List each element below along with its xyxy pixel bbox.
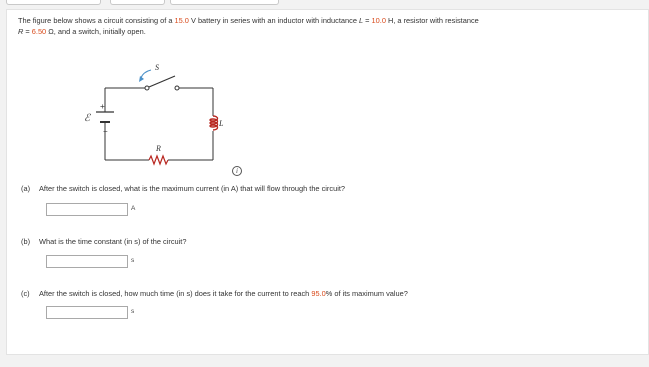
intro-text: Ω, and a switch, initially open. <box>46 27 146 36</box>
inductor-label: L <box>219 119 224 128</box>
inductance-value: 10.0 <box>371 16 386 25</box>
question-text: What is the time constant (in s) of the circuit? <box>39 237 187 246</box>
problem-statement <box>18 15 638 37</box>
switch-blade <box>149 76 175 87</box>
info-icon[interactable]: i <box>232 166 242 176</box>
intro-text: The figure below shows a circuit consisting of a <box>18 16 175 25</box>
inductor-coil <box>210 116 218 130</box>
question-b <box>21 237 186 246</box>
intro-text: H, a resistor with resistance <box>385 16 479 25</box>
question-text: After the switch is closed, what is the maximum current (in A) that will flow through the circuit? <box>39 184 346 193</box>
question-c <box>21 289 408 298</box>
circuit-diagram <box>67 54 237 174</box>
top-button-stub-middle[interactable] <box>110 0 165 5</box>
question-text: % of its maximum value? <box>325 289 408 298</box>
unit-label-c: s <box>131 308 135 315</box>
percent-value: 95.0 <box>311 289 326 298</box>
question-letter: (b) <box>21 237 31 246</box>
answer-input-b[interactable] <box>46 255 128 268</box>
intro-text: = <box>23 27 32 36</box>
question-text: After the switch is closed, how much time (in s) does it take for the current to reach <box>39 289 312 298</box>
top-button-stub-right[interactable] <box>170 0 279 5</box>
resistor-zigzag <box>149 156 168 164</box>
resistance-symbol: R <box>18 27 24 36</box>
top-button-stub-left[interactable] <box>6 0 101 5</box>
unit-label-b: s <box>131 257 135 264</box>
answer-input-a[interactable] <box>46 203 128 216</box>
battery-minus-label: − <box>103 127 108 136</box>
question-letter: (c) <box>21 289 30 298</box>
question-card <box>6 9 649 355</box>
switch-arrow-curve <box>141 70 151 78</box>
switch-terminal-right <box>175 86 179 90</box>
intro-text: = <box>363 16 372 25</box>
answer-input-c[interactable] <box>46 306 128 319</box>
switch-terminal-left <box>145 86 149 90</box>
emf-value: 15.0 <box>174 16 189 25</box>
inductance-symbol: L <box>358 16 364 25</box>
resistor-label: R <box>156 144 161 153</box>
intro-text: V battery in series with an inductor with inductance <box>188 16 359 25</box>
switch-label: S <box>155 63 159 72</box>
unit-label-a: A <box>131 205 136 212</box>
battery-plus-label: + <box>100 102 105 111</box>
resistance-value: 6.50 <box>31 27 47 36</box>
question-letter: (a) <box>21 184 31 193</box>
question-a <box>21 184 345 193</box>
emf-label: ℰ <box>84 113 91 124</box>
